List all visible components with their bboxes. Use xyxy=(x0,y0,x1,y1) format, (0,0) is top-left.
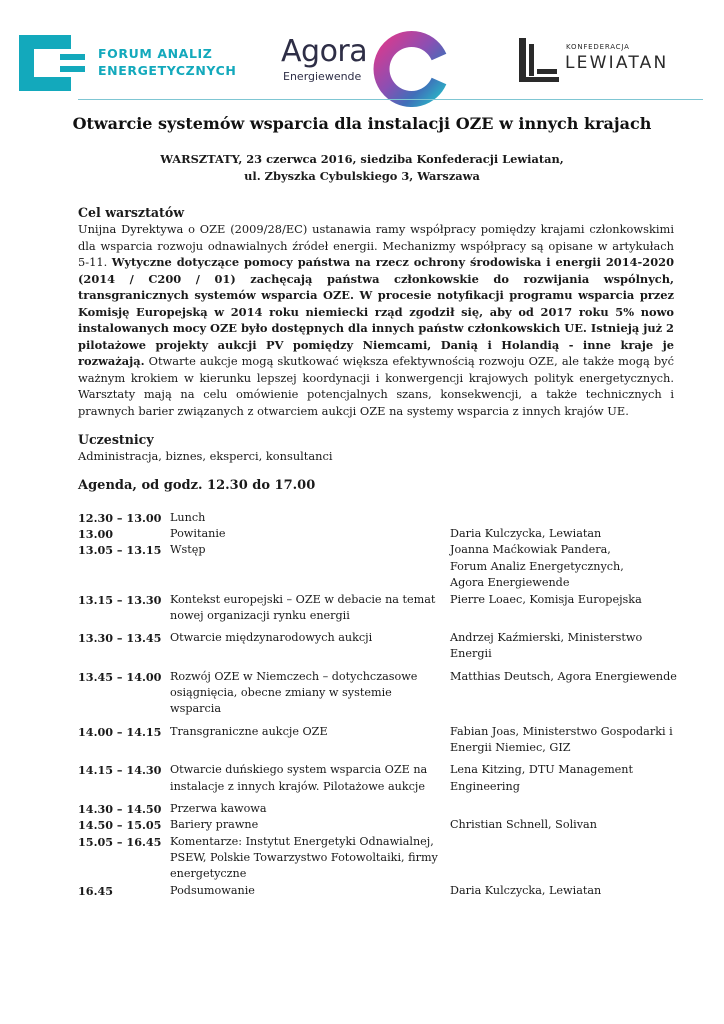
goal-text-intro: Unijna Dyrektywa o OZE (2009/28/EC) ustanawia ramy współpracy pomiędzy krajami członkowskimi dla wsparcia rozwoju odnawialnych źródeł energii. Mechanizmy współpracy są opisane w artykułach 5-11. xyxy=(78,222,674,269)
fae-logo-mark-icon xyxy=(19,35,85,91)
agenda-heading: Agenda, od godz. 12.30 do 17.00 xyxy=(78,477,316,493)
lewiatan-logo-big-text: LEWIATAN xyxy=(565,53,669,73)
fae-logo-line2: ENERGETYCZNYCH xyxy=(98,63,237,78)
goal-heading: Cel warsztatów xyxy=(78,205,185,220)
agenda-description: Rozwój OZE w Niemczech – dotychczasowe osiągnięcia, obecne zmiany w systemie wsparcia xyxy=(170,669,418,716)
goal-text-bold: Wytyczne dotyczące pomocy państwa na rzecz ochrony środowiska i energii 2014-2020 (2014 / C200 / 01) zachęcają państwa członkowskie do rozwijania wspólnych, transgranicznych systemów wsparcia OZE. W procesie notyfikacji programu wsparcia przez Komisję Europejską w 2014 roku niemiecki rząd zgodził się, aby od 2017 roku 5% nowo instalowanych mocy OZE było dostępnych dla innych państw członkowskich UE. Istnieją już 2 pilotażowe projekty aukcji PV pomiędzy Niemcami, Danią i Holandią - inne kraje je rozważają. xyxy=(78,255,674,368)
agenda-speaker: Daria Kulczycka, Lewiatan xyxy=(450,526,602,540)
agenda-time: 14.30 – 14.50 xyxy=(78,801,162,816)
agenda-description: Bariery prawne xyxy=(170,818,259,832)
goal-paragraph xyxy=(78,221,674,419)
agenda-description: Powitanie xyxy=(170,526,226,540)
agenda-description: Transgraniczne aukcje OZE xyxy=(170,724,328,738)
agenda-time: 15.05 – 16.45 xyxy=(78,834,162,849)
agenda-speaker: Matthias Deutsch, Agora Energiewende xyxy=(450,669,677,683)
agenda-speaker: Joanna Maćkowiak Pandera, Forum Analiz Energetycznych, Agora Energiewende xyxy=(450,543,624,590)
agenda-time: 14.00 – 14.15 xyxy=(78,724,162,739)
agenda-row xyxy=(78,542,678,591)
agenda-description: Podsumowanie xyxy=(170,883,255,897)
page-title: Otwarcie systemów wsparcia dla instalacji OZE w innych krajach xyxy=(72,114,652,133)
agenda-row xyxy=(78,526,678,542)
participants-text: Administracja, biznes, eksperci, konsultanci xyxy=(78,449,333,463)
agenda-row xyxy=(78,510,678,526)
agenda-speaker: Lena Kitzing, DTU Management Engineering xyxy=(450,763,633,793)
agenda-description: Otwarcie międzynarodowych aukcji xyxy=(170,631,373,645)
agora-ring-icon xyxy=(373,27,447,107)
agenda-speaker xyxy=(450,801,678,817)
fae-logo-text xyxy=(98,45,236,79)
agenda-description: Komentarze: Instytut Energetyki Odnawialnej, PSEW, Polskie Towarzystwo Fotowoltaiki, firmy energetyczne xyxy=(170,834,438,881)
agenda-row xyxy=(78,883,678,899)
agenda-description: Przerwa kawowa xyxy=(170,801,267,815)
agenda-row xyxy=(78,630,678,669)
event-details xyxy=(0,151,724,185)
header-divider xyxy=(78,99,703,100)
agenda-rows xyxy=(78,510,678,900)
lewiatan-logo xyxy=(517,36,677,86)
goal-text-end: Otwarte aukcje mogą skutkować większa efektywnością rozwoju OZE, ale także mogą być ważnym krokiem w kierunku lepszej koordynacji i konwergencji krajowych polityk energetycznych. Warsztaty mają na celu omówienie potencjalnych szans, konsekwencji, a także technicznych i prawnych barier związanych z otwarciem aukcji OZE na systemy wsparcia z innych krajów UE. xyxy=(78,354,674,418)
forum-analiz-energetycznych-logo xyxy=(19,35,237,93)
spacer xyxy=(78,419,674,431)
agenda-speaker: Christian Schnell, Solivan xyxy=(450,818,597,832)
agenda-speaker: Daria Kulczycka, Lewiatan xyxy=(450,883,602,897)
agenda-description: Wstęp xyxy=(170,543,206,557)
fae-logo-line1: FORUM ANALIZ xyxy=(98,46,213,61)
agenda-row xyxy=(78,669,678,724)
agenda-row xyxy=(78,817,678,833)
event-details-line2: ul. Zbyszka Cybulskiego 3, Warszawa xyxy=(244,169,480,183)
agenda-time: 14.15 – 14.30 xyxy=(78,763,162,778)
agora-logo-name: Agora xyxy=(281,34,368,69)
agenda-time: 13.45 – 14.00 xyxy=(78,669,162,684)
agenda-speaker: Fabian Joas, Ministerstwo Gospodarki i Energii Niemiec, GIZ xyxy=(450,724,673,754)
agenda-time: 13.30 – 13.45 xyxy=(78,631,162,646)
lewiatan-mark-icon xyxy=(517,36,561,84)
event-details-line1: WARSZTATY, 23 czerwca 2016, siedziba Konfederacji Lewiatan, xyxy=(160,152,564,166)
agenda-description: Lunch xyxy=(170,510,206,524)
main-content xyxy=(78,204,677,899)
agenda-description: Otwarcie duńskiego system wsparcia OZE na instalacje z innych krajów. Pilotażowe aukcje xyxy=(170,763,428,793)
spacer xyxy=(78,465,674,477)
agenda-time: 14.50 – 15.05 xyxy=(78,818,162,833)
agenda-row xyxy=(78,762,678,801)
lewiatan-logo-small-text: KONFEDERACJA xyxy=(566,43,630,51)
agenda-row xyxy=(78,834,678,883)
agenda-description: Kontekst europejski – OZE w debacie na temat nowej organizacji rynku energii xyxy=(170,592,436,622)
agenda-row xyxy=(78,801,678,817)
agenda-speaker xyxy=(450,834,678,883)
agenda-row xyxy=(78,592,678,631)
agenda-row xyxy=(78,724,678,763)
agora-energiewende-logo xyxy=(281,27,446,107)
agenda-speaker xyxy=(450,510,678,526)
participants-heading: Uczestnicy xyxy=(78,432,154,447)
agenda-time: 16.45 xyxy=(78,883,114,898)
agenda-speaker: Pierre Loaec, Komisja Europejska xyxy=(450,592,642,606)
agenda-time: 12.30 – 13.00 xyxy=(78,510,162,525)
agora-logo-sub: Energiewende xyxy=(283,70,362,83)
agenda-time: 13.05 – 13.15 xyxy=(78,543,162,558)
agenda-table xyxy=(78,510,678,900)
agenda-speaker: Andrzej Kaźmierski, Ministerstwo Energii xyxy=(450,631,643,661)
agenda-time: 13.15 – 13.30 xyxy=(78,592,162,607)
agenda-time: 13.00 xyxy=(78,526,114,541)
spacer xyxy=(78,494,674,510)
